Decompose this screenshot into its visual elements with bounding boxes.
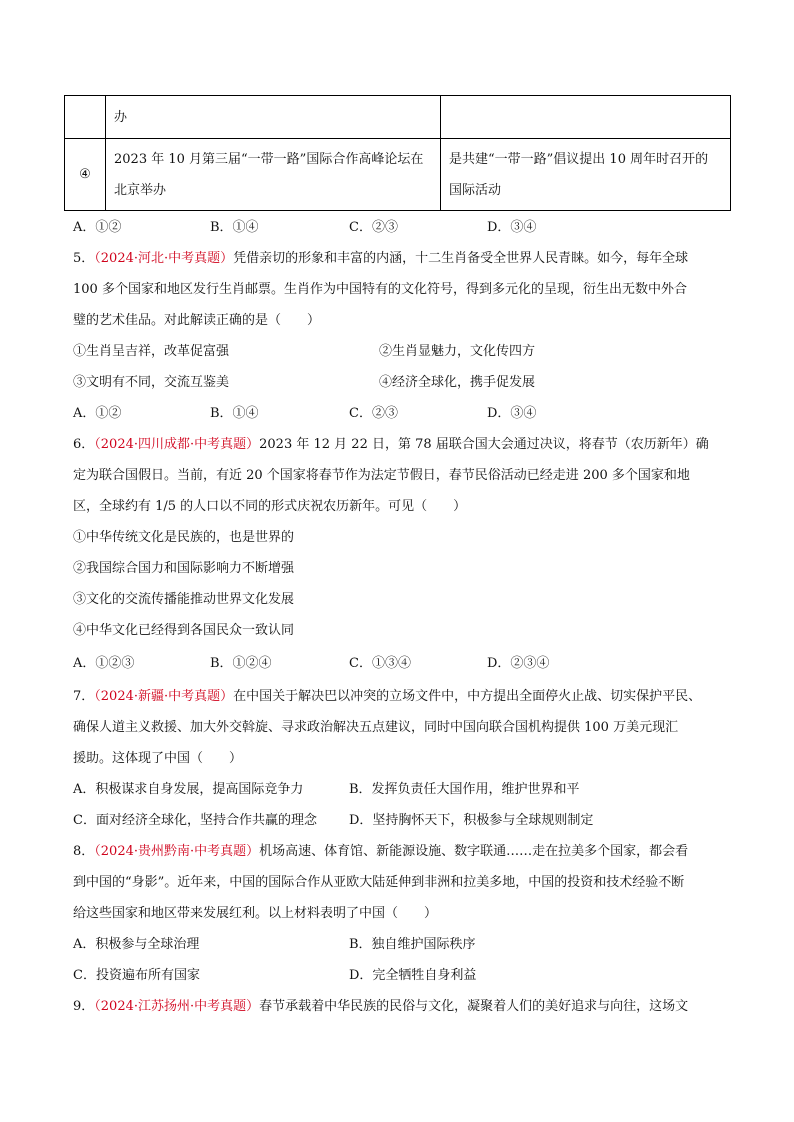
option-a: A．①②: [73, 220, 122, 235]
option-c: C．②③: [349, 406, 398, 421]
option-a: A．积极参与全球治理: [73, 937, 200, 952]
option-d: D．③④: [487, 220, 537, 235]
stem-text: 春节承载着中华民族的民俗与文化，凝聚着人们的美好追求与向往，这场文: [259, 999, 689, 1014]
q5-stem-line: 璧的艺术佳品。对此解读正确的是（ ）: [73, 313, 321, 328]
item: ②生肖显魅力，文化传四方: [379, 344, 536, 359]
question-source: （2024·四川成都·中考真题）: [94, 437, 260, 452]
q8-stem-line: 到中国的“身影”。近年来，中国的国际合作从亚欧大陆延伸到非洲和拉美多地，中国的投资和技术经验不断: [73, 875, 685, 890]
option-a: A．积极谋求自身发展，提高国际竞争力: [73, 782, 304, 797]
question-number: 7．: [73, 689, 95, 704]
q6-stem-line: 定为联合国假日。当前，有近 20 个国家将春节作为法定节假日，春节民俗活动已经走进 200 多个国家和地: [73, 468, 690, 483]
question-number: 9．: [73, 999, 95, 1014]
table-row: [65, 139, 731, 211]
q6-stem-line: 区，全球约有 1/5 的人口以不同的形式庆祝农历新年。可见（ ）: [73, 499, 467, 514]
item: ③文明有不同，交流互鉴美: [73, 375, 230, 390]
option-c: C．投资遍布所有国家: [73, 968, 200, 983]
option-c: C．②③: [349, 220, 398, 235]
item: ②我国综合国力和国际影响力不断增强: [73, 561, 295, 576]
option-c: C．①③④: [349, 656, 411, 671]
option-c: C．面对经济全球化，坚持合作共赢的理念: [73, 813, 317, 828]
table-row: [65, 96, 731, 139]
question-source: （2024·江苏扬州·中考真题）: [94, 999, 260, 1014]
item: ③文化的交流传播能推动世界文化发展: [73, 592, 295, 607]
question-number: 5．: [73, 251, 95, 266]
stem-text: 2023 年 12 月 22 日，第 78 届联合国大会通过决议，将春节（农历新年）确: [259, 437, 709, 452]
item: ④中华文化已经得到各国民众一致认同: [73, 623, 295, 638]
q7-stem-line: 确保人道主义救援、加大外交斡旋、寻求政治解决五点建议，同时中国向联合国机构提供 100 万美元现汇: [73, 720, 679, 735]
option-b: B．独自维护国际秩序: [349, 937, 476, 952]
option-b: B．①④: [210, 220, 259, 235]
stem-text: 机场高速、体育馆、新能源设施、数字联通……走在拉美多个国家，都会看: [259, 844, 689, 859]
option-a: A．①②: [73, 406, 122, 421]
q8-stem-line: 给这些国家和地区带来发展红利。以上材料表明了中国（ ）: [73, 906, 438, 921]
event-line: 北京举办: [114, 182, 167, 198]
q6-stem-line: [73, 435, 709, 455]
option-b: B．①②④: [210, 656, 272, 671]
option-d: D．完全牺牲自身利益: [349, 968, 477, 983]
option-a: A．①②③: [73, 656, 135, 671]
question-number: 8．: [73, 844, 95, 859]
q5-stem-line: 100 多个国家和地区发行生肖邮票。生肖作为中国特有的文化符号，得到多元化的呈现，衍生出无数中外合: [73, 282, 687, 297]
note-line: 国际活动: [449, 182, 502, 198]
q7-stem-line: 援助。这体现了中国（ ）: [73, 751, 243, 766]
stem-text: 在中国关于解决巴以冲突的立场文件中，中方提出全面停火止战、切实保护平民、: [233, 689, 702, 704]
option-d: D．③④: [487, 406, 537, 421]
table-cell-event: 办: [106, 96, 441, 139]
option-d: D．坚持胸怀天下，积极参与全球规则制定: [349, 813, 594, 828]
table-cell-event: [106, 139, 441, 211]
event-line: 2023 年 10 月第三届“一带一路”国际合作高峰论坛在: [114, 151, 424, 167]
stem-text: 凭借亲切的形象和丰富的内涵，十二生肖备受全世界人民青睐。如今，每年全球: [233, 251, 689, 266]
q7-stem-line: [73, 687, 701, 707]
table-cell-num: [65, 96, 106, 139]
item: ①生肖呈吉祥，改革促富强: [73, 344, 230, 359]
item: ④经济全球化，携手促发展: [379, 375, 536, 390]
option-b: B．发挥负责任大国作用，维护世界和平: [349, 782, 580, 797]
question-source: （2024·河北·中考真题）: [94, 251, 234, 266]
option-d: D．②③④: [487, 656, 550, 671]
question-source: （2024·贵州黔南·中考真题）: [94, 844, 260, 859]
table-cell-note: [441, 139, 731, 211]
q9-stem-line: [73, 997, 688, 1017]
question-number: 6．: [73, 437, 95, 452]
note-line: 是共建“一带一路”倡议提出 10 周年时召开的: [449, 151, 709, 167]
table-cell-note: [441, 96, 731, 139]
item: ①中华传统文化是民族的，也是世界的: [73, 530, 295, 545]
q8-stem-line: [73, 842, 688, 862]
events-table: [64, 95, 731, 211]
table-cell-num: ④: [65, 139, 106, 211]
q5-stem-line: [73, 249, 688, 269]
option-b: B．①④: [210, 406, 259, 421]
question-source: （2024·新疆·中考真题）: [94, 689, 234, 704]
